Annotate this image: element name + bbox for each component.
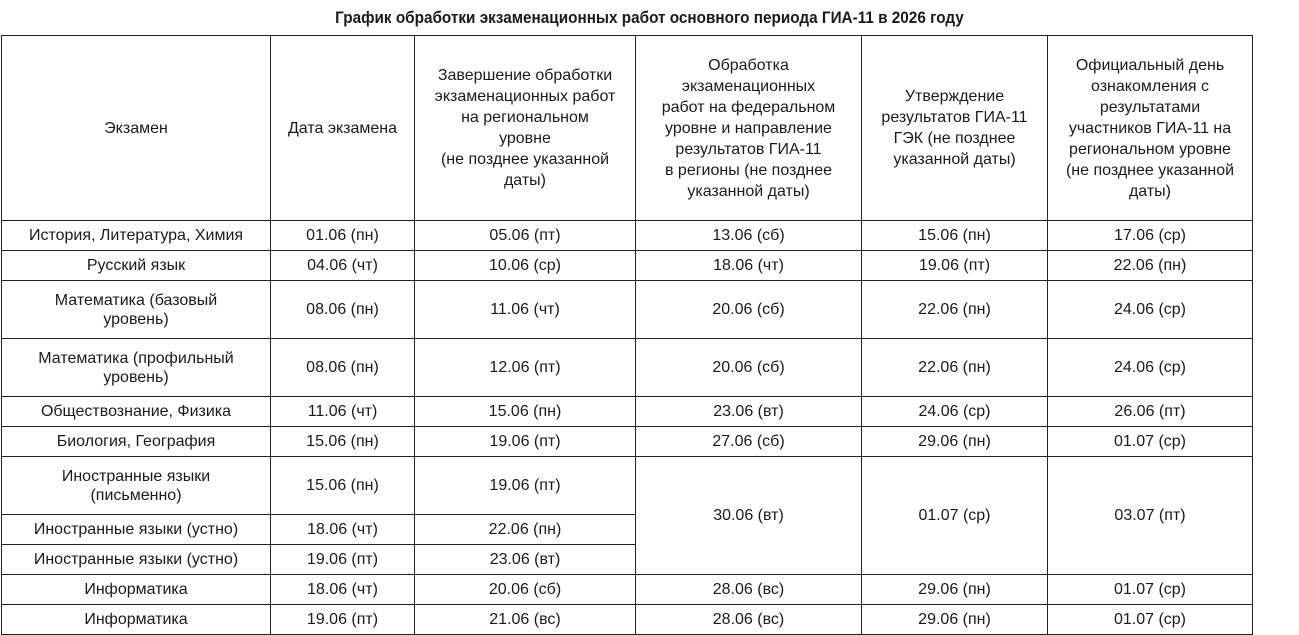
header-regional-processing: Завершение обработки экзаменационных работ на региональном уровне (не позднее указанной даты) bbox=[415, 36, 636, 221]
cell-exam: Биология, География bbox=[2, 427, 271, 457]
cell-gek: 19.06 (пт) bbox=[862, 251, 1048, 281]
cell-federal: 18.06 (чт) bbox=[636, 251, 862, 281]
cell-regional: 23.06 (вт) bbox=[415, 545, 636, 575]
table-row bbox=[2, 397, 1253, 427]
cell-gek: 29.06 (пн) bbox=[862, 575, 1048, 605]
header-gek-approval: Утверждение результатов ГИА-11 ГЭК (не позднее указанной даты) bbox=[862, 36, 1048, 221]
table-row bbox=[2, 251, 1253, 281]
table-row bbox=[2, 605, 1253, 635]
cell-regional: 05.06 (пт) bbox=[415, 221, 636, 251]
cell-federal: 28.06 (вс) bbox=[636, 605, 862, 635]
cell-exam: Математика (профильный уровень) bbox=[2, 339, 271, 397]
cell-regional: 21.06 (вс) bbox=[415, 605, 636, 635]
cell-federal: 13.06 (сб) bbox=[636, 221, 862, 251]
cell-federal: 23.06 (вт) bbox=[636, 397, 862, 427]
cell-federal: 27.06 (сб) bbox=[636, 427, 862, 457]
cell-regional: 15.06 (пн) bbox=[415, 397, 636, 427]
cell-gek-merged: 01.07 (ср) bbox=[862, 457, 1048, 575]
cell-official-merged: 03.07 (пт) bbox=[1048, 457, 1253, 575]
cell-date: 08.06 (пн) bbox=[271, 339, 415, 397]
cell-exam: Русский язык bbox=[2, 251, 271, 281]
table-row bbox=[2, 457, 1253, 515]
table-row bbox=[2, 281, 1253, 339]
table-header-row bbox=[2, 36, 1253, 221]
cell-regional: 19.06 (пт) bbox=[415, 457, 636, 515]
table-row bbox=[2, 221, 1253, 251]
cell-date: 19.06 (пт) bbox=[271, 545, 415, 575]
cell-date: 19.06 (пт) bbox=[271, 605, 415, 635]
cell-gek: 29.06 (пн) bbox=[862, 427, 1048, 457]
cell-official: 24.06 (ср) bbox=[1048, 339, 1253, 397]
cell-regional: 12.06 (пт) bbox=[415, 339, 636, 397]
cell-date: 15.06 (пн) bbox=[271, 457, 415, 515]
header-federal-processing: Обработка экзаменационных работ на федеральном уровне и направление результатов ГИА-11 в регионы (не позднее указанной даты) bbox=[636, 36, 862, 221]
cell-date: 15.06 (пн) bbox=[271, 427, 415, 457]
table-row bbox=[2, 575, 1253, 605]
cell-exam: Информатика bbox=[2, 575, 271, 605]
header-exam-date: Дата экзамена bbox=[271, 36, 415, 221]
cell-regional: 19.06 (пт) bbox=[415, 427, 636, 457]
cell-exam: Иностранные языки (устно) bbox=[2, 545, 271, 575]
cell-regional: 20.06 (сб) bbox=[415, 575, 636, 605]
cell-gek: 24.06 (ср) bbox=[862, 397, 1048, 427]
cell-official: 26.06 (пт) bbox=[1048, 397, 1253, 427]
cell-date: 18.06 (чт) bbox=[271, 575, 415, 605]
cell-date: 08.06 (пн) bbox=[271, 281, 415, 339]
cell-exam: Иностранные языки (устно) bbox=[2, 515, 271, 545]
cell-federal: 20.06 (сб) bbox=[636, 281, 862, 339]
cell-official: 01.07 (ср) bbox=[1048, 575, 1253, 605]
cell-gek: 22.06 (пн) bbox=[862, 281, 1048, 339]
cell-federal: 28.06 (вс) bbox=[636, 575, 862, 605]
cell-exam: Математика (базовый уровень) bbox=[2, 281, 271, 339]
header-official-results-day: Официальный день ознакомления с результатами участников ГИА-11 на региональном уровне (не позднее указанной даты) bbox=[1048, 36, 1253, 221]
cell-exam: История, Литература, Химия bbox=[2, 221, 271, 251]
table-row bbox=[2, 427, 1253, 457]
cell-regional: 10.06 (ср) bbox=[415, 251, 636, 281]
cell-federal-merged: 30.06 (вт) bbox=[636, 457, 862, 575]
cell-official: 01.07 (ср) bbox=[1048, 605, 1253, 635]
cell-date: 18.06 (чт) bbox=[271, 515, 415, 545]
header-exam: Экзамен bbox=[2, 36, 271, 221]
page-title: График обработки экзаменационных работ основного периода ГИА-11 в 2026 году bbox=[335, 8, 964, 27]
cell-exam: Иностранные языки (письменно) bbox=[2, 457, 271, 515]
cell-gek: 15.06 (пн) bbox=[862, 221, 1048, 251]
cell-regional: 11.06 (чт) bbox=[415, 281, 636, 339]
cell-exam: Обществознание, Физика bbox=[2, 397, 271, 427]
cell-official: 17.06 (ср) bbox=[1048, 221, 1253, 251]
cell-official: 24.06 (ср) bbox=[1048, 281, 1253, 339]
table-row bbox=[2, 339, 1253, 397]
schedule-table bbox=[1, 35, 1253, 635]
cell-official: 01.07 (ср) bbox=[1048, 427, 1253, 457]
cell-official: 22.06 (пн) bbox=[1048, 251, 1253, 281]
cell-regional: 22.06 (пн) bbox=[415, 515, 636, 545]
cell-date: 01.06 (пн) bbox=[271, 221, 415, 251]
cell-exam: Информатика bbox=[2, 605, 271, 635]
cell-federal: 20.06 (сб) bbox=[636, 339, 862, 397]
cell-gek: 22.06 (пн) bbox=[862, 339, 1048, 397]
cell-date: 04.06 (чт) bbox=[271, 251, 415, 281]
cell-gek: 29.06 (пн) bbox=[862, 605, 1048, 635]
cell-date: 11.06 (чт) bbox=[271, 397, 415, 427]
